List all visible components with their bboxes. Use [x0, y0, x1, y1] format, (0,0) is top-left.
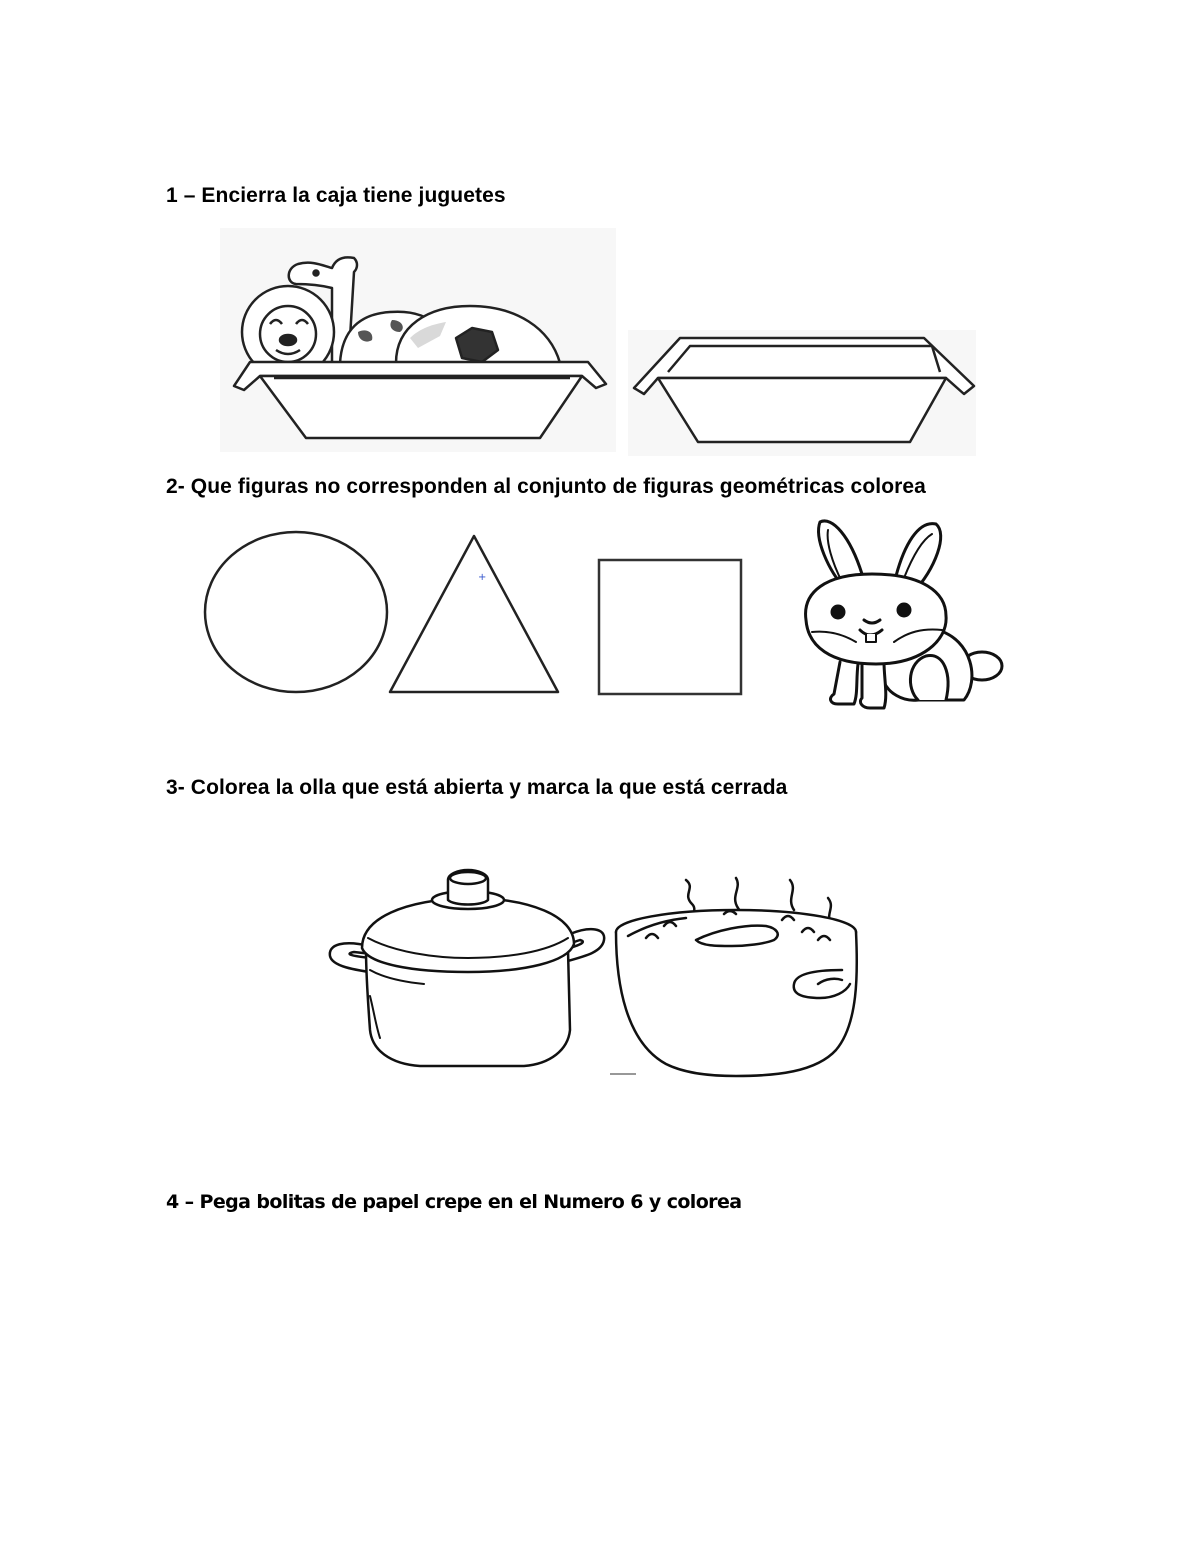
empty-box-illustration — [628, 330, 976, 456]
question-4-text: 4 – Pega bolitas de papel crepe en el Numero 6 y colorea — [166, 1191, 742, 1213]
question-2-text: 2- Que figuras no corresponden al conjunto de figuras geométricas colorea — [166, 475, 926, 498]
question-3-text: 3- Colorea la olla que está abierta y marca la que está cerrada — [166, 776, 788, 799]
circle-shape — [196, 524, 396, 699]
open-pot-illustration — [606, 874, 864, 1080]
svg-text:+: + — [478, 572, 487, 583]
rabbit-illustration — [776, 512, 1008, 712]
box-with-toys-illustration — [220, 228, 616, 452]
question-1-text: 1 – Encierra la caja tiene juguetes — [166, 184, 506, 207]
square-shape — [594, 556, 748, 698]
triangle-shape — [384, 530, 564, 698]
closed-pot-illustration — [324, 866, 610, 1076]
